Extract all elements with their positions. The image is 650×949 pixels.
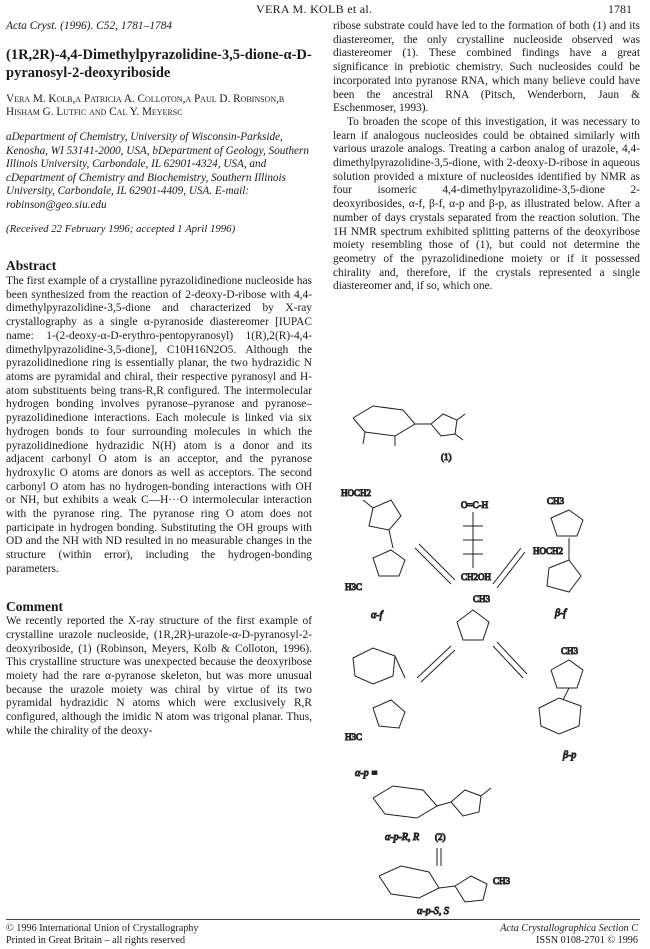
- beta-f-structure: [533, 496, 583, 592]
- alpha-f-structure: [341, 488, 405, 592]
- received-dates: (Received 22 February 1996; accepted 1 April 1996): [6, 222, 236, 235]
- running-head: [0, 2, 650, 18]
- alpha-p-structure: [345, 648, 405, 742]
- alpha-p-rr-label: α-p-R, R: [385, 832, 420, 843]
- central-ch3: CH3: [473, 594, 491, 604]
- abstract-text: The first example of a crystalline pyrazolidinedione nucleoside has been synthesized from the reaction of 2-deoxy-D-ribose with 4,4-dimethylpyrazolidine-3,5-dione and characterized by X-ray crystallography as a single α-pyranoside diastereomer [IUPAC name: 1-(2-deoxy-α-D-erythro-pentopyranosyl) 1(R),2(R)-4,4-dimethylpyrazolidine-3,5-dione], C10H16N2O5. Although the pyrazolidinedione ring is essentially planar, the two hydrazidic N atoms are pyramidal and chiral, their respective pyranosyl and H-atom substituents being trans-R,R configured. The intermolecular hydrogen bonding involves pyranose–pyranose and pyranose–pyrazolidinedione interactions. Each molecule is linked via six hydrogen bonds to four surrounding molecules in which the pyrazolidinedione hydrazidic N(H) atom is a donor and its adjacent carbonyl O atom is an acceptor, and the pyranose hydroxylic O atoms are donors as well as acceptors. The second carbonyl O atom has no hydrogen-bonding interactions with OH or NH, but exhibits a weak C—H···O intermolecular interaction with the pyranose ring. The pyranose ring O atom does not participate in hydrogen bonding. Substituting the OH groups with OD and the NH with ND resulted in no measurable changes in the structure (within error), including the hydrogen-bonding parameters.: [6, 275, 312, 575]
- compound-1-label: (1): [441, 452, 452, 462]
- alpha-p-ss-label: α-p-S, S: [417, 906, 449, 916]
- copyright: © 1996 International Union of Crystallography: [6, 923, 199, 934]
- beta-f-label: β-f: [555, 608, 567, 619]
- alpha-f-label: α-f: [371, 610, 383, 621]
- equilibrium-arrows: [415, 544, 527, 682]
- right-column: [333, 20, 640, 294]
- alpha-f-hoch2: HOCH2: [341, 488, 372, 498]
- running-head-authors: VERA M. KOLB et al.: [256, 2, 373, 16]
- printed-note: Printed in Great Britain – all rights reserved: [6, 935, 186, 946]
- beta-p-ch3: CH3: [561, 646, 579, 656]
- affiliations: aDepartment of Chemistry, University of Wisconsin-Parkside, Kenosha, WI 53141-2000, USA, bDepartment of Geology, Southern Illinois University, Carbondale, IL 62901-4324, USA, and cDepartment of Chemistry and Biochemistry, Southern Illinois University, Carbondale, IL 62901-4409, USA. E-mail: robinson@geo.siu.edu: [6, 131, 309, 212]
- reaction-scheme-svg: [333, 378, 640, 916]
- compound-1-structure: [353, 406, 465, 446]
- alpha-p-ss-ch3: CH3: [493, 876, 511, 886]
- footer-left: [6, 923, 199, 947]
- right-paragraph-2: To broaden the scope of this investigation, it was necessary to learn if analogous nucleosides could be obtained similarly with various urazole analogs. Treating a carbon analog of urazole, 4,4-dimethylpyrazolidine-3,5-dione, with 2-deoxy-D-ribose in aqueous solution provided a mixture of nucleosides identified by NMR as four isomeric 4,4-dimethylpyrazolidine-3,5-dione 2-deoxyribosides, α-f, β-f, α-p and β-p, as illustrated below. After a number of days crystals separated from the reaction solution. The 1H NMR spectrum exhibited splitting patterns of the deoxyribose moiety resembling those of (1), but could not determine the geometry of the pyrazolidinedione moiety or if it possessed chirality and, therefore, if the crystals represented a single diastereomer and, if so, which one.: [333, 115, 640, 293]
- abstract-heading: Abstract: [6, 258, 57, 274]
- footer-right: [485, 923, 638, 947]
- citation: Acta Cryst. (1996). C52, 1781–1784: [6, 20, 173, 32]
- paper-title: (1R,2R)-4,4-Dimethylpyrazolidine-3,5-dione-α-D-pyranosyl-2-deoxyriboside: [6, 46, 312, 81]
- beta-f-ch3: CH3: [547, 496, 565, 506]
- vertical-equilibrium: [437, 848, 441, 866]
- comment-heading: Comment: [6, 598, 63, 614]
- open-chain-aldehyde: O=C-H: [461, 500, 489, 510]
- beta-p-label: β-p: [563, 750, 577, 761]
- compound-2-structure: [373, 786, 491, 818]
- alpha-p-h3c: H3C: [345, 732, 363, 742]
- right-paragraph-1: ribose substrate could have led to the formation of both (1) and its diastereomer, the only crystalline nucleoside observed was diastereomer (1). These combined findings have a great significance in prebiotic chemistry. Such nucleosides could be incorporated into pyranose RNA, which many believe could have been the ancestral RNA (Pitsch, Wenderborn, Jaun & Eschenmoser, 1993).: [333, 20, 640, 115]
- alpha-f-h3c: H3C: [345, 582, 363, 592]
- open-chain-ch2oh: CH2OH: [461, 572, 492, 582]
- author-list: Vera M. Kolb,a Patricia A. Colloton,a Paul D. Robinson,b Hisham G. Lutfic and Cal Y. Meyersc: [6, 92, 285, 119]
- footer-rule: [6, 919, 640, 920]
- central-pyrazolidinedione: [457, 594, 491, 640]
- alpha-p-label: α-p ≡: [355, 768, 378, 779]
- journal-name: Acta Crystallographica Section C: [500, 923, 638, 934]
- page-number: 1781: [608, 2, 632, 16]
- comment-paragraph: We recently reported the X-ray structure of the first example of crystalline urazole nucleoside, (1R,2R)-urazole-α-D-pyranosyl-2-deoxyriboside, (1) (Robinson, Meyers, Kolb & Colloton, 1996). This crystalline structure was unexpected because the deoxyribose moiety had the rare α-pyranose skeleton, but was more unusual because the urazole moiety was chiral by virtue of its two pyramidal hydrazidic N atoms which were exclusively R,R configured, although the imidic N atom was trigonal planar. Thus, while the chirality of the deoxy-: [6, 615, 312, 737]
- alpha-p-ss-structure: [379, 866, 511, 902]
- left-column: [6, 20, 312, 739]
- issn: ISSN 0108-2701 © 1996: [536, 935, 638, 946]
- compound-2-label: (2): [435, 832, 446, 842]
- reaction-scheme-figure: [333, 378, 640, 916]
- open-chain-structure: [461, 500, 492, 582]
- beta-p-structure: [539, 646, 583, 734]
- beta-f-hoch2: HOCH2: [533, 546, 564, 556]
